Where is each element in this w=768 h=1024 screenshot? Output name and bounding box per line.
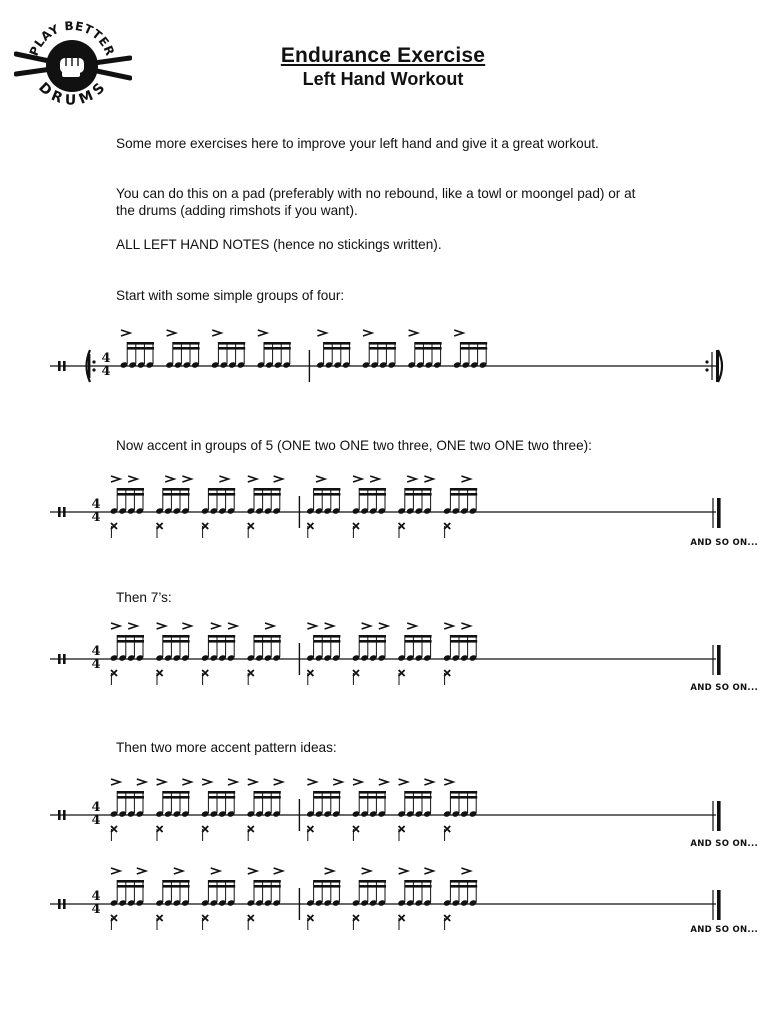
beam [254, 488, 281, 491]
accent-mark [121, 330, 130, 336]
staff-groups-of-seven [40, 621, 760, 701]
beam [208, 488, 235, 491]
accent-mark [399, 868, 408, 874]
accent-mark [182, 476, 191, 482]
beam [117, 635, 144, 638]
beam [450, 880, 477, 883]
beam [117, 640, 144, 643]
beam [117, 885, 144, 888]
time-signature-top: 4 [91, 800, 101, 815]
time-signature-bottom: 4 [91, 510, 101, 525]
accent-mark [454, 330, 463, 336]
beam [450, 488, 477, 491]
beam [369, 342, 396, 345]
percussion-clef [63, 899, 66, 909]
percussion-clef [58, 507, 61, 517]
groups-of-five-label: Now accent in groups of 5 (ONE two ONE two three, ONE two ONE two three): [116, 438, 592, 453]
accent-mark [258, 330, 267, 336]
beam [117, 880, 144, 883]
beam [450, 640, 477, 643]
intro-paragraph-2: You can do this on a pad (preferably with no rebound, like a towl or moongel pad) or at the drums (adding rimshots if you want). [116, 186, 636, 218]
accent-mark [248, 476, 257, 482]
beam [218, 347, 245, 350]
accent-mark [362, 623, 371, 629]
accent-mark [157, 623, 166, 629]
beam [254, 796, 281, 799]
beam [405, 885, 432, 888]
beam [450, 791, 477, 794]
and-so-on-label: AND SO ON... [690, 538, 758, 548]
beam [254, 880, 281, 883]
accent-mark [128, 476, 137, 482]
end-bar-thick [716, 350, 719, 382]
beam [208, 880, 235, 883]
accent-mark [182, 779, 191, 785]
beam [163, 791, 190, 794]
time-signature-top: 4 [91, 644, 101, 659]
beam [359, 791, 386, 794]
accent-mark [333, 779, 342, 785]
beam [314, 880, 341, 883]
accent-mark [211, 868, 220, 874]
accent-mark [137, 779, 146, 785]
page-subtitle: Left Hand Workout [302, 69, 464, 89]
beam [359, 640, 386, 643]
accent-mark [248, 779, 257, 785]
and-so-on-label: AND SO ON... [690, 683, 758, 693]
accent-mark [325, 868, 334, 874]
repeat-dot [705, 360, 708, 363]
beam [405, 791, 432, 794]
accent-mark [461, 623, 470, 629]
accent-mark [353, 476, 362, 482]
groups-of-four-label: Start with some simple groups of four: [116, 288, 345, 303]
accent-mark [307, 779, 316, 785]
accent-mark [274, 868, 283, 874]
accent-mark [407, 476, 416, 482]
end-bar-thick [717, 645, 721, 675]
beam [208, 796, 235, 799]
percussion-clef [63, 507, 66, 517]
beam [127, 347, 154, 350]
accent-mark [182, 623, 191, 629]
beam [208, 493, 235, 496]
accent-mark [137, 868, 146, 874]
beam [415, 347, 442, 350]
accent-mark [353, 779, 362, 785]
logo-top-text: PLAY BETTER [26, 18, 118, 58]
accent-mark [157, 779, 166, 785]
accent-mark [362, 868, 371, 874]
beam [359, 493, 386, 496]
accent-mark [228, 779, 237, 785]
sevens-label: Then 7’s: [116, 590, 172, 605]
beam [369, 347, 396, 350]
repeat-dot [92, 368, 95, 371]
beam [314, 791, 341, 794]
beam [314, 488, 341, 491]
beam [460, 342, 487, 345]
play-better-drums-logo [14, 16, 132, 108]
accent-mark [265, 623, 274, 629]
accent-mark [128, 623, 137, 629]
time-signature-bottom: 4 [91, 657, 101, 672]
time-signature-bottom: 4 [91, 902, 101, 917]
percussion-clef [58, 654, 61, 664]
beam [450, 885, 477, 888]
intro-paragraph-1: Some more exercises here to improve your left hand and give it a great workout. [116, 136, 599, 151]
staff-pattern-idea-two [40, 866, 760, 946]
beam [324, 342, 351, 345]
beam [117, 488, 144, 491]
beam [254, 885, 281, 888]
repeat-dot [92, 360, 95, 363]
accent-mark [399, 779, 408, 785]
beam [324, 347, 351, 350]
accent-mark [409, 330, 418, 336]
accent-mark [274, 779, 283, 785]
page-title: Endurance Exercise [280, 44, 486, 67]
repeat-dot [705, 368, 708, 371]
beam [208, 791, 235, 794]
beam [163, 885, 190, 888]
accent-mark [461, 476, 470, 482]
time-signature-top: 4 [101, 351, 111, 366]
beam [208, 885, 235, 888]
beam [117, 796, 144, 799]
accent-mark [307, 623, 316, 629]
logo-bottom-text: DRUMS [35, 79, 109, 108]
beam [163, 796, 190, 799]
more-ideas-label: Then two more accent pattern ideas: [116, 740, 337, 755]
end-bar-thick [717, 801, 721, 831]
end-bar-thick [717, 890, 721, 920]
beam [314, 640, 341, 643]
beam [405, 493, 432, 496]
percussion-clef [63, 654, 66, 664]
beam [460, 347, 487, 350]
beam [359, 880, 386, 883]
beam [405, 488, 432, 491]
percussion-clef [58, 810, 61, 820]
beam [405, 635, 432, 638]
accent-mark [325, 623, 334, 629]
beam [218, 342, 245, 345]
accent-mark [407, 623, 416, 629]
accent-mark [370, 476, 379, 482]
beam [405, 796, 432, 799]
accent-mark [248, 868, 257, 874]
accent-mark [167, 330, 176, 336]
accent-mark [211, 623, 220, 629]
beam [450, 796, 477, 799]
beam [415, 342, 442, 345]
accent-mark [111, 868, 120, 874]
accent-mark [424, 868, 433, 874]
beam [208, 640, 235, 643]
beam [264, 342, 291, 345]
accent-mark [219, 476, 228, 482]
accent-mark [174, 868, 183, 874]
beam [359, 796, 386, 799]
beam [254, 791, 281, 794]
staff-pattern-idea-one [40, 777, 760, 857]
beam [163, 493, 190, 496]
percussion-clef [63, 361, 66, 371]
accent-mark [461, 868, 470, 874]
accent-mark [165, 476, 174, 482]
title-block [230, 44, 536, 90]
accent-mark [274, 476, 283, 482]
accent-mark [317, 330, 326, 336]
accent-mark [424, 476, 433, 482]
beam [163, 880, 190, 883]
beam [450, 493, 477, 496]
accent-mark [444, 623, 453, 629]
time-signature-top: 4 [91, 497, 101, 512]
time-signature-bottom: 4 [101, 364, 111, 379]
and-so-on-label: AND SO ON... [690, 839, 758, 849]
accent-mark [424, 779, 433, 785]
intro-paragraph-3: ALL LEFT HAND NOTES (hence no stickings written). [116, 237, 442, 252]
accent-mark [444, 779, 453, 785]
accent-mark [111, 476, 120, 482]
and-so-on-label: AND SO ON... [690, 925, 758, 935]
beam [163, 635, 190, 638]
beam [117, 493, 144, 496]
beam [173, 347, 200, 350]
percussion-clef [58, 361, 61, 371]
end-bar-thick [717, 498, 721, 528]
accent-mark [363, 330, 372, 336]
beam [314, 493, 341, 496]
beam [254, 493, 281, 496]
beam [127, 342, 154, 345]
accent-mark [316, 476, 325, 482]
beam [254, 635, 281, 638]
beam [450, 635, 477, 638]
time-signature-top: 4 [91, 889, 101, 904]
repeat-bar [88, 354, 90, 378]
beam [405, 880, 432, 883]
accent-mark [379, 623, 388, 629]
beam [359, 885, 386, 888]
accent-mark [111, 779, 120, 785]
beam [314, 885, 341, 888]
beam [359, 488, 386, 491]
accent-mark [212, 330, 221, 336]
beam [254, 640, 281, 643]
beam [314, 635, 341, 638]
staff-groups-of-four [40, 328, 760, 408]
accent-mark [111, 623, 120, 629]
accent-mark [228, 623, 237, 629]
beam [359, 635, 386, 638]
beam [314, 796, 341, 799]
accent-mark [202, 779, 211, 785]
staff-groups-of-five [40, 474, 760, 554]
beam [405, 640, 432, 643]
percussion-clef [58, 899, 61, 909]
beam [173, 342, 200, 345]
beam [264, 347, 291, 350]
beam [163, 640, 190, 643]
beam [163, 488, 190, 491]
time-signature-bottom: 4 [91, 813, 101, 828]
percussion-clef [63, 810, 66, 820]
beam [117, 791, 144, 794]
accent-mark [379, 779, 388, 785]
beam [208, 635, 235, 638]
